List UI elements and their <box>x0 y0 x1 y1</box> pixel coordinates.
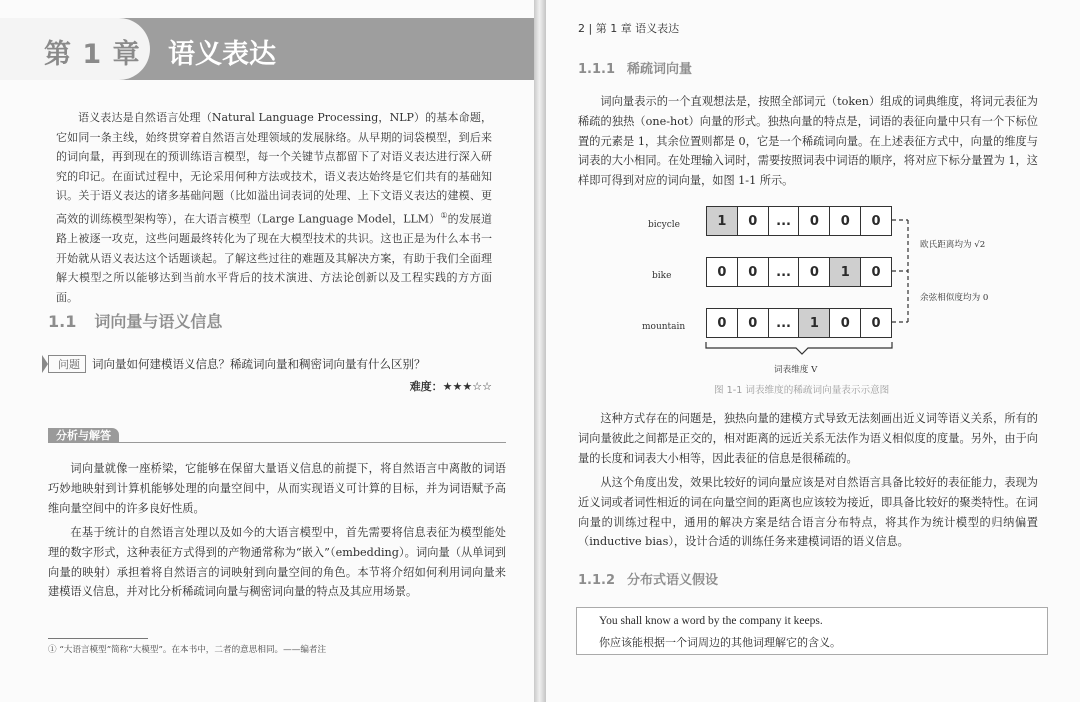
vector-cell: 0 <box>830 309 861 337</box>
vector-cell: 1 <box>707 207 738 235</box>
book-gutter <box>534 0 546 702</box>
section-title: 分布式语义假设 <box>627 573 719 588</box>
difficulty-rating: 难度：★★★☆☆ <box>409 380 492 393</box>
vector-cell: ... <box>769 207 800 235</box>
section-title: 词向量与语义信息 <box>94 312 223 331</box>
vector-cell: 0 <box>871 315 881 331</box>
vector-cell: 0 <box>799 258 830 286</box>
vector-cell: 0 <box>830 207 861 235</box>
vocab-dimension-label: 词表维度 V <box>774 365 818 375</box>
quote-chinese: 你应该能根据一个词周边的其他词理解它的含义。 <box>599 636 841 649</box>
question-text: 词向量如何建模语义信息？稀疏词向量和稠密词向量有什么区别？ <box>92 357 426 371</box>
vector-cell: 0 <box>738 258 769 286</box>
vector-cell: 0 <box>871 213 881 229</box>
orthogonality-paragraph: 这种方式存在的问题是，独热向量的建模方式导致无法刻画出近义词等语义关系，所有的词向量彼此之间都是正交的，相对距离的远近关系无法作为语义相似度的度量。另外，由于向量的长度和词表大小相等，因此表征的信息是很稀疏的。 <box>578 412 1038 465</box>
sparse-vector-paragraph: 词向量表示的一个直观想法是，按照全部词元（token）组成的词典维度，将词元表征为稀疏的独热（one-hot）向量的形式。独热向量的特点是，词语的表征向量中只有一个下标位置的元素是 1，其余位置则都是 0，它是一个稀疏词向量。在上述表征方式中，向量的维度与词表的大小相同。在处理输入词时，需要按照词表中词语的顺序，将对应下标分量置为 1，这样即可得到对应的词向量，如图 1-1 所示。 <box>578 95 1038 188</box>
vector-cell: ... <box>769 258 800 286</box>
section-1-1-1-heading <box>578 58 692 77</box>
question-line <box>48 355 426 373</box>
chapter-banner <box>0 18 534 80</box>
vector-cell: 0 <box>738 309 769 337</box>
vector-cell: 1 <box>799 309 830 337</box>
section-number: 1.1.1 <box>578 62 616 77</box>
figure-connectors <box>576 198 1056 368</box>
row-label-bicycle: bicycle <box>648 220 681 230</box>
vector-cell: 0 <box>871 264 881 280</box>
section-title: 稀疏词向量 <box>627 62 693 77</box>
row-label-bike: bike <box>652 271 672 281</box>
quote-english: You shall know a word by the company it keeps. <box>599 615 823 627</box>
footnote: ① “大语言模型”简称“大模型”。在本书中，二者的意思相同。——编者注 <box>48 645 327 655</box>
section-number: 1.1 <box>48 312 77 331</box>
inductive-bias-paragraph: 从这个角度出发，效果比较好的词向量应该是对自然语言具备比较好的表征能力，表现为近义词或者词性相近的词在向量空间的距离也应该较为接近，即具备比较好的聚类特性。在词向量的训练过程中，通用的解决方案是结合语言分布特点，将其作为统计模型的归纳偏置（inductive bias），设计合适的训练任务来建模词语的语义信息。 <box>578 476 1038 549</box>
body-paragraph-2: 在基于统计的自然语言处理以及如今的大语言模型中，首先需要将信息表征为模型能处理的数字形式，这种表征方式得到的产物通常称为“嵌入”（embedding）。词向量（从单词到向量的映射）承担着将自然语言的词映射到向量空间的角色。本节将介绍如何利用词向量来建模语义信息，并对比分析稀疏词向量与稠密词向量的特点及其应用场景。 <box>48 526 506 599</box>
intro-paragraph-text: 语义表达是自然语言处理（Natural Language Processing，NLP）的基本命题，它如同一条主线，始终贯穿着自然语言处理领域的发展脉络。从早期的词袋模型，到后来的词向量，再到现在的预训练语言模型，每一个关键节点都留下了对语义表达进行深入研究的印记。在面试过程中，无论采用何种方法或技术，语义表达始终是它们共有的基础知识。关于语义表达的诸多基础问题（比如溢出词表词的处理、上下文语义表达的建模、更高效的训练模型架构等），在大语言模型（Large Language Model，LLM） <box>56 111 492 226</box>
intro-paragraph <box>56 108 492 308</box>
figure-1-1 <box>576 198 1056 398</box>
vector-cell: 0 <box>707 309 738 337</box>
euclidean-distance-note: 欧氏距离均为 √2 <box>920 240 986 250</box>
section-1-1-2-heading <box>578 569 718 588</box>
footnote-mark[interactable]: ① <box>440 210 448 220</box>
row-label-mountain: mountain <box>642 322 686 332</box>
chapter-number: 第 1 章 <box>44 39 141 70</box>
figure-caption: 图 1-1 词表维度的稀疏词向量表示示意图 <box>714 385 890 396</box>
vector-cell: 1 <box>830 258 861 286</box>
cosine-similarity-note: 余弦相似度均为 0 <box>920 293 989 303</box>
section-1-1-heading <box>48 309 222 332</box>
footnote-divider <box>48 638 148 639</box>
vector-cell: 0 <box>799 207 830 235</box>
right-page <box>546 0 1080 702</box>
vector-cell: 0 <box>707 258 738 286</box>
section-number: 1.1.2 <box>578 573 616 588</box>
analysis-label: 分析与解答 <box>48 428 119 443</box>
quote-box <box>576 607 1048 655</box>
vector-cell: ... <box>769 309 800 337</box>
intro-paragraph-tail: 的发展道路上被逐一攻克，这些问题最终转化为了现在大模型技术的共识。这也正是为什么本书一开始就从语义表达这个话题谈起。了解这些过往的难题及其解决方案，有助于我们全面理解大模型之所以能够达到当前水平背后的技术演进、方法论创新以及工程实践的方方面面。 <box>56 212 493 304</box>
running-head: 2 | 第 1 章 语义表达 <box>578 22 680 35</box>
vector-cell: 0 <box>738 207 769 235</box>
question-tag: 问题 <box>48 355 86 373</box>
body-paragraph-1: 词向量就像一座桥梁，它能够在保留大量语义信息的前提下，将自然语言中离散的词语巧妙地映射到计算机能够处理的向量空间中，从而实现语义可计算的目标，并为词语赋予高维向量空间中的许多良好性质。 <box>48 462 506 515</box>
chapter-title: 语义表达 <box>168 39 276 70</box>
left-page <box>0 0 534 702</box>
analysis-header <box>48 428 506 443</box>
